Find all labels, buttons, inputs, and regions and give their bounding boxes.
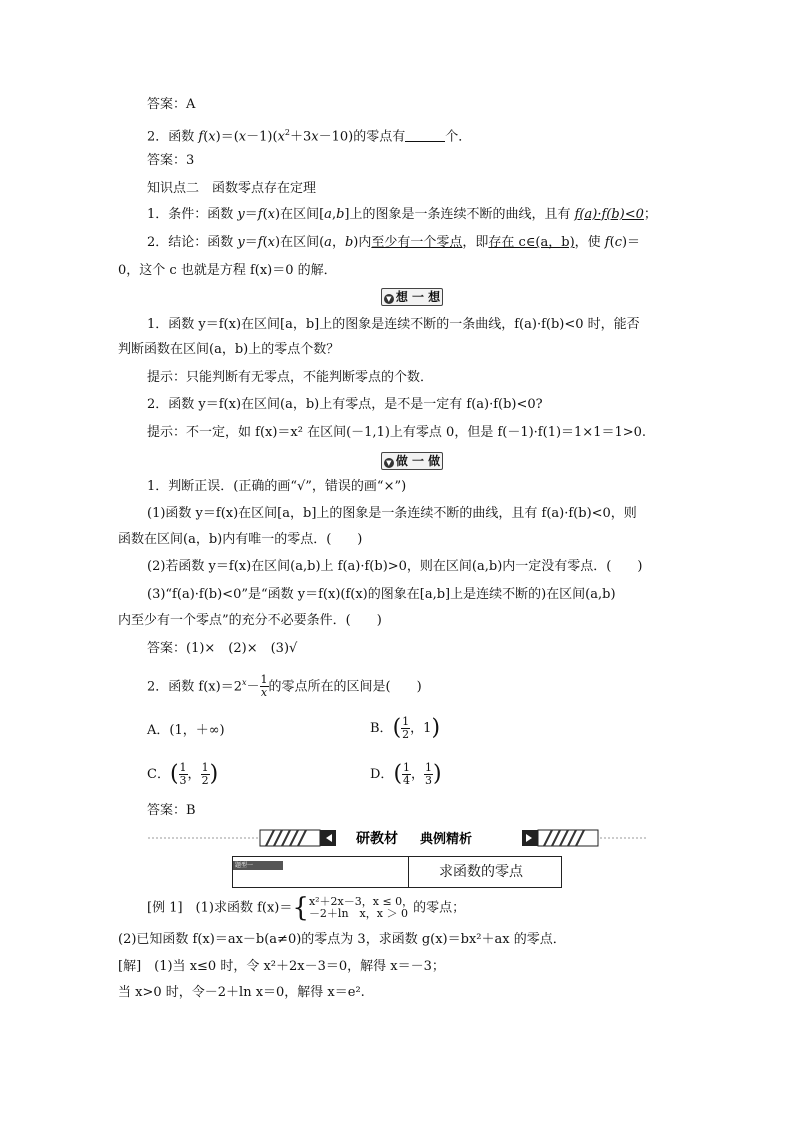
- concl-f2: f: [604, 235, 610, 250]
- q2-num: 2．函数: [147, 129, 199, 145]
- concl-h: ，即: [462, 235, 489, 250]
- option-b-label: B．: [370, 721, 393, 736]
- frac-num: 1: [179, 761, 187, 774]
- concl-x: x: [267, 235, 276, 250]
- ex1-a: [例 1] (1)求函数 f(x)＝: [147, 900, 293, 916]
- cond-c: (: [262, 207, 268, 222]
- concl-b: ＝: [244, 235, 258, 250]
- banner-right-text: 典例精析: [420, 832, 473, 847]
- q2-p2: )＝(: [215, 129, 239, 145]
- option-b-sep: ，1: [410, 721, 432, 736]
- option-c-frac-2: [201, 762, 210, 787]
- cond-g: ]上的图象是一条连续不断的曲线，且有: [344, 207, 575, 222]
- think-badge-label: 想 一 想: [395, 290, 441, 304]
- concl-underlined-1: 至少有一个零点: [371, 235, 463, 250]
- do-1-1a: (1)函数 y＝f(x)在区间[a，b]上的图象是一条连续不断的曲线，且有 f(a)·f(b)<0，则: [147, 506, 637, 521]
- concl-d: )在区间(: [275, 235, 325, 250]
- cond-a2: a: [324, 207, 332, 222]
- option-d-frac-2: [424, 762, 433, 787]
- answer-a: 答案：A: [147, 97, 196, 112]
- paren-left: (: [392, 715, 402, 741]
- q2-tail: 个．: [445, 129, 472, 145]
- brace-icon: {: [292, 893, 309, 923]
- do-2: [147, 674, 422, 699]
- conclusion-line-2: 0，这个 c 也就是方程 f(x)＝0 的解．: [118, 263, 337, 278]
- concl-f: f: [257, 235, 263, 250]
- frac-num: 1: [403, 761, 411, 774]
- concl-a: 2．结论：函数: [147, 235, 238, 250]
- option-c[interactable]: [147, 762, 218, 787]
- frac-den: 2: [402, 728, 410, 741]
- concl-k: )＝: [621, 235, 641, 250]
- concl-underlined-2: 存在 c∈(a，b): [488, 235, 575, 250]
- cond-end: ；: [643, 207, 657, 222]
- concl-y: y: [237, 235, 245, 250]
- piece-1: x²＋2x－3，x ≤ 0，: [308, 895, 414, 908]
- example-1-2: (2)已知函数 f(x)＝ax－b(a≠0)的零点为 3，求函数 g(x)＝bx²＋ax 的零点．: [118, 932, 566, 947]
- do2-b: －: [246, 679, 260, 695]
- option-a[interactable]: A．(1，＋∞): [147, 723, 225, 738]
- paren-left: (: [169, 761, 179, 787]
- banner-hatch-right: [522, 830, 598, 846]
- paren-left: (: [393, 761, 403, 787]
- paren-right: ): [431, 715, 441, 741]
- concl-c-var: c: [614, 235, 622, 250]
- case-divider: [408, 857, 409, 887]
- concl-e: ，: [331, 235, 345, 250]
- answer-blank[interactable]: [405, 129, 445, 142]
- answer-do-2: 答案：B: [147, 803, 196, 818]
- cond-b2: b: [336, 207, 345, 222]
- do-1-1b: 函数在区间(a，b)内有唯一的零点．( ): [118, 532, 363, 547]
- do2-fraction: [260, 674, 269, 699]
- do-1: 1．判断正误．(正确的画“√”，错误的画“×”): [147, 479, 407, 494]
- cond-y: y: [237, 207, 245, 222]
- case-frame: 题型一 求函数的零点: [232, 856, 562, 888]
- q2-x2: x: [238, 129, 247, 145]
- think-1b: 判断函数在区间(a，b)上的零点个数？: [118, 342, 340, 357]
- think-1a: 1．函数 y＝f(x)在区间[a，b]上的图象是连续不断的一条曲线，f(a)·f(b)<0 时，能否: [147, 317, 640, 332]
- option-d[interactable]: [370, 762, 442, 787]
- condition-line: [147, 206, 657, 224]
- frac-den: 3: [179, 774, 187, 787]
- option-c-sep: ，: [187, 767, 201, 782]
- do-1-3b: 内至少有一个零点”的充分不必要条件．( ): [118, 613, 382, 628]
- frac-den: 2: [201, 774, 209, 787]
- q2-p1: (: [203, 129, 209, 145]
- do2-c: 的零点所在的区间是( ): [268, 679, 422, 695]
- cond-b: ＝: [244, 207, 258, 222]
- option-b[interactable]: [370, 716, 440, 741]
- frac-num: 1: [260, 673, 268, 687]
- think-badge: [381, 288, 443, 306]
- badge-icon: ▼: [384, 294, 394, 304]
- option-d-frac-1: [402, 762, 411, 787]
- think-2: 2．函数 y＝f(x)在区间(a，b)上有零点，是不是一定有 f(a)·f(b)<0?: [147, 397, 543, 412]
- do-1-2: (2)若函数 y＝f(x)在区间(a,b)上 f(a)·f(b)>0，则在区间(a,b)内一定没有零点．( ): [147, 559, 643, 574]
- answer-do-1: 答案：(1)× (2)× (3)√: [147, 641, 298, 656]
- q2-p3: －1)(: [246, 129, 278, 145]
- cond-e: ,: [331, 207, 337, 222]
- solution-1: [解] (1)当 x≤0 时，令 x²＋2x－3＝0，解得 x＝－3；: [118, 959, 445, 974]
- knowledge-point-2: 知识点二 函数零点存在定理: [147, 181, 317, 196]
- do-1-3a: (3)“f(a)·f(b)<0”是“函数 y＝f(x)(f(x)的图象在[a,b]上是连续不断的)在区间(a,b): [147, 587, 616, 602]
- q2-f: f: [198, 129, 204, 145]
- piecewise: [309, 896, 413, 920]
- option-b-frac: [401, 716, 410, 741]
- answer-3: 答案：3: [147, 153, 195, 168]
- frac-num: 1: [425, 761, 433, 774]
- ex1-b: 的零点；: [413, 900, 466, 916]
- concl-g: )内: [353, 235, 372, 250]
- hint-2: 提示：不一定，如 f(x)＝x² 在区间(－1,1)上有零点 0，但是 f(－1)·f(1)＝1×1＝1>0.: [147, 425, 647, 440]
- hint-1: 提示：只能判断有无零点，不能判断零点的个数．: [147, 370, 434, 385]
- q2-x4: x: [311, 129, 319, 145]
- do-badge: [381, 452, 443, 470]
- concl-c: (: [262, 235, 268, 250]
- frac-num: 1: [201, 761, 209, 774]
- example-1: [147, 893, 466, 923]
- do-badge-label: 做 一 做: [395, 454, 441, 468]
- option-c-label: C．: [147, 767, 170, 782]
- frac-den: x: [260, 686, 268, 700]
- option-c-frac-1: [179, 762, 188, 787]
- badge-icon: ▼: [384, 458, 394, 468]
- do2-a: 2．函数 f(x)＝2: [147, 679, 242, 695]
- section-banner: [148, 826, 648, 850]
- frac-den: 4: [403, 774, 411, 787]
- question-2: [147, 124, 471, 146]
- case-tab: 题型一: [233, 861, 283, 870]
- piece-2: －2＋ln x，x ＞ 0: [308, 907, 408, 920]
- frac-num: 1: [402, 715, 410, 728]
- cond-x: x: [267, 207, 276, 222]
- concl-a2: a: [324, 235, 332, 250]
- cond-d: )在区间[: [275, 207, 325, 222]
- cond-underlined: f(a)·f(b)<0: [574, 207, 644, 222]
- solution-2: 当 x>0 时，令－2＋ln x＝0，解得 x＝e².: [118, 985, 365, 1000]
- concl-b2: b: [344, 235, 354, 250]
- option-d-label: D．: [370, 767, 394, 782]
- cond-a: 1．条件：函数: [147, 207, 238, 222]
- conclusion-line: [147, 234, 640, 252]
- do2-sup: x: [241, 678, 247, 687]
- frac-den: 3: [425, 774, 433, 787]
- option-d-sep: ，: [411, 767, 425, 782]
- paren-right: ): [209, 761, 219, 787]
- paren-right: ): [433, 761, 442, 787]
- q2-x3: x: [277, 129, 285, 145]
- q2-p4: ＋3: [290, 129, 312, 145]
- concl-j: (: [609, 235, 615, 250]
- banner-left-text: 研教材: [356, 831, 398, 847]
- q2-p5: －10)的零点有: [318, 129, 406, 145]
- q2-x: x: [208, 129, 216, 145]
- q2-sq: 2: [284, 128, 290, 137]
- concl-i: ，使: [574, 235, 605, 250]
- banner-hatch-left: [260, 830, 336, 846]
- cond-f: f: [257, 207, 263, 222]
